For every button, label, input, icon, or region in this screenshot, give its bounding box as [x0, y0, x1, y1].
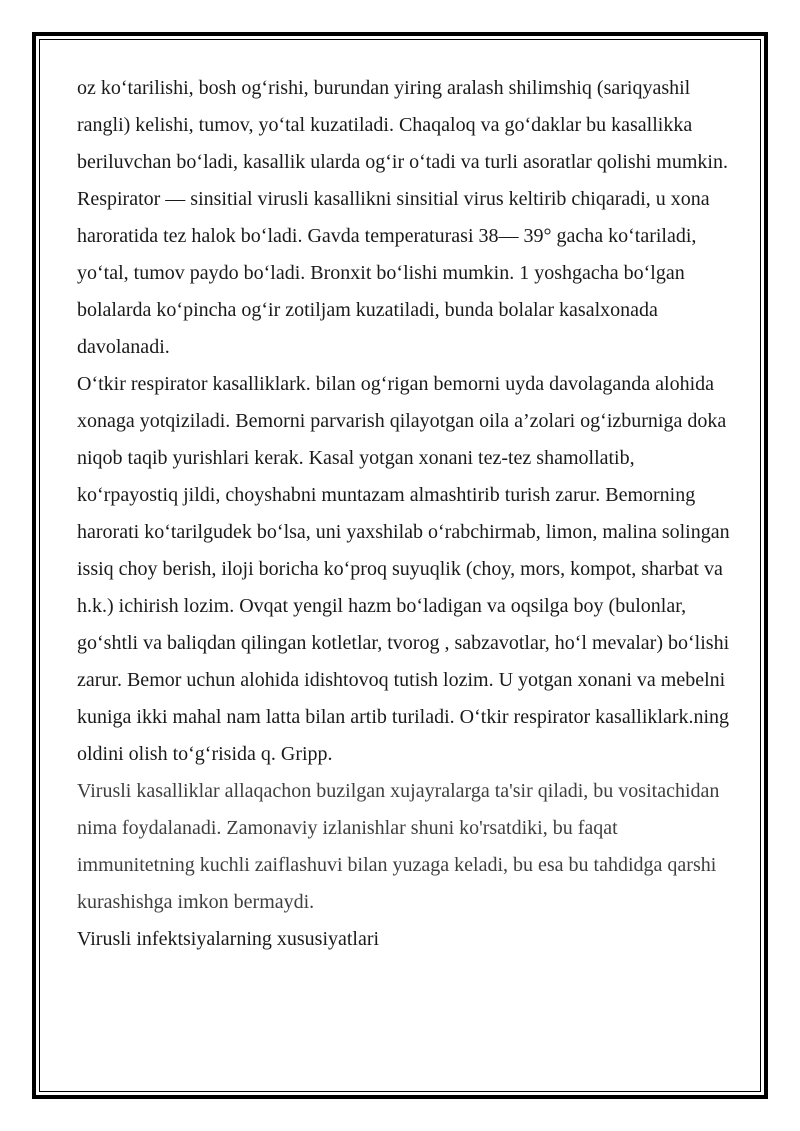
paragraph-symptoms: oz ko‘tarilishi, bosh og‘rishi, burundan yiring aralash shilimshiq (sariqyashil rangli) kelishi, tumov, yo‘tal kuzatiladi. Chaqaloq va go‘daklar bu kasallikka beriluvchan bo‘ladi, kasallik ularda og‘ir o‘tadi va turli asoratlar qolishi mumkin. — [77, 77, 728, 173]
document-body — [77, 70, 732, 958]
paragraph-respiratory-syncytial: Respirator — sinsitial virusli kasallikni sinsitial virus keltirib chiqaradi, u xona haroratida tez halok bo‘ladi. Gavda temperaturasi 38— 39° gacha ko‘tariladi, yo‘tal, tumov paydo bo‘ladi. Bronxit bo‘lishi mumkin. 1 yoshgacha bo‘lgan bolalarda ko‘pincha og‘ir zotiljam kuzatiladi, bunda bolalar kasalxonada davolanadi. — [77, 188, 710, 358]
section-heading-viral-infections: Virusli infektsiyalarning xususiyatlari — [77, 928, 380, 950]
paragraph-home-care: O‘tkir respirator kasalliklark. bilan og‘rigan bemorni uyda davolaganda alohida xonaga yotqiziladi. Bemorni parvarish qilayotgan oila a’zolari og‘izburniga doka niqob taqib yurishlari kerak. Kasal yotgan xonani tez-tez shamollatib, ko‘rpayostiq jildi, choyshabni muntazam almashtirib turish zarur. Bemorning harorati ko‘tarilgudek bo‘lsa, uni yaxshilab o‘rabchirmab, limon, malina solingan issiq choy berish, iloji boricha ko‘proq suyuqlik (choy, mors, kompot, sharbat va h.k.) ichirish lozim. Ovqat yengil hazm bo‘ladigan va oqsilga boy (bulonlar, go‘shtli va baliqdan qilingan kotletlar, tvorog , sabzavotlar, ho‘l mevalar) bo‘lishi zarur. Bemor uchun alohida idishtovoq tutish lozim. U yotgan xonani va mebelni kuniga ikki mahal nam latta bilan artib turiladi. O‘tkir respirator kasalliklark.ning oldini olish to‘g‘risida q. Gripp. — [77, 373, 730, 765]
paragraph-viral-diseases: Virusli kasalliklar allaqachon buzilgan xujayralarga ta'sir qiladi, bu vositachidan nima foydalanadi. Zamonaviy izlanishlar shuni ko'rsatdiki, bu faqat immunitetning kuchli zaiflashuvi bilan yuzaga keladi, bu esa bu tahdidga qarshi kurashishga imkon bermaydi. — [77, 780, 720, 913]
